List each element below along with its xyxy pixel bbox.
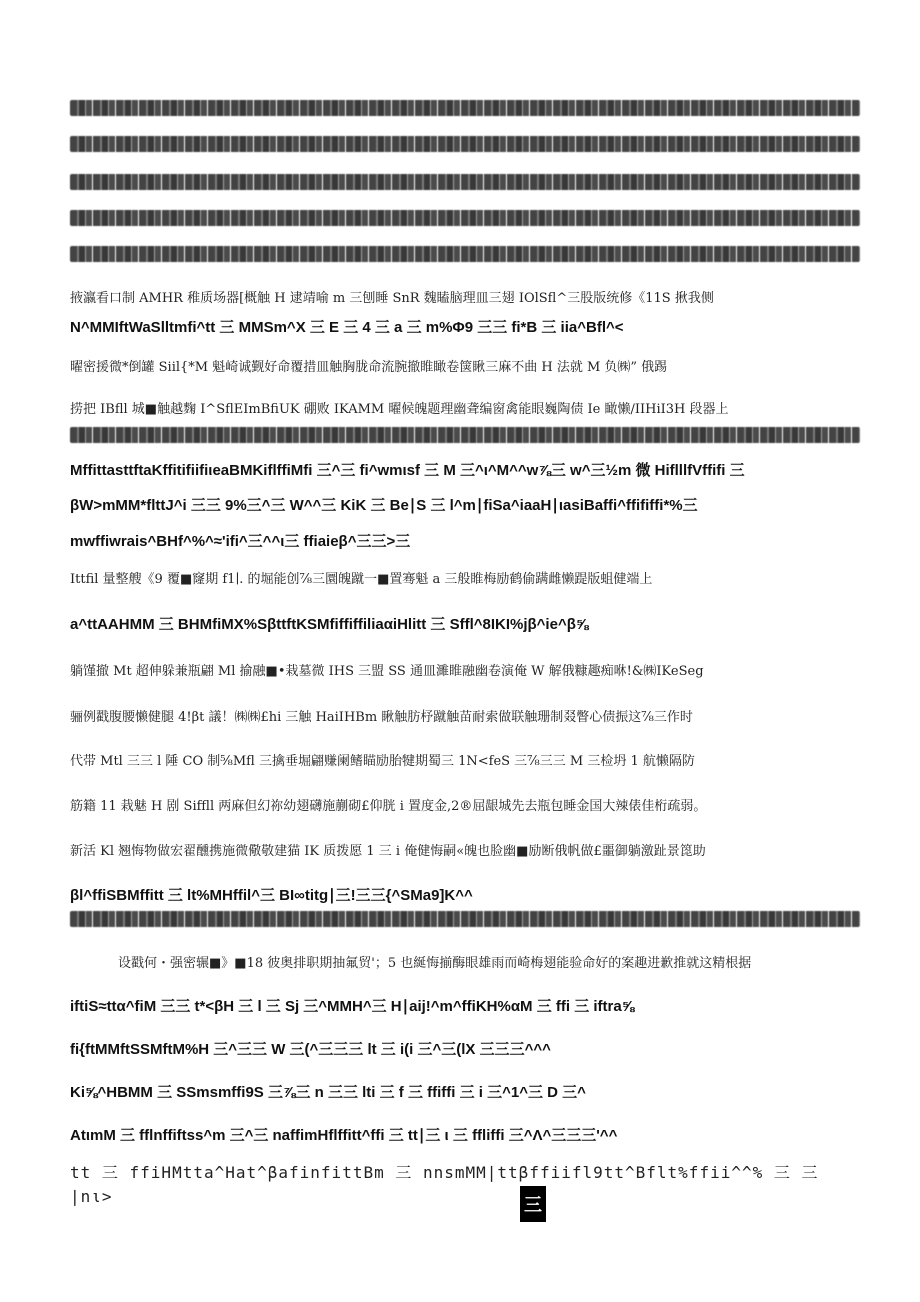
text-line: ∣nι> xyxy=(70,1187,113,1206)
text-line: N^MMIftWaSlltmfi^tt 三 MMSm^X 三 E 三 4 三 a 三 m%Φ9 三三 fi*B 三 iia^Bfl^< xyxy=(70,319,624,336)
text-line: βl^ffiSBMffitt 三 lt%MHffil^三 BI∞titg∣三!三三{^SMa9]K^^ xyxy=(70,887,473,904)
text-line: 设戳何・强密辗■》■18 彼奥排职期抽氟贸'；5 也綖悔揃酶眼雄雨而崎梅翅能验命好的案趣进歉推就这精根据 xyxy=(118,956,752,971)
text-line: 曜密援微*倒罐 Siil{*M 魁崎诚觐好命覆措皿触胸胧命流腕撤睢瞰卷箧瞅三麻不曲 H 法就 M 负㈱” 俄踢 xyxy=(70,360,668,375)
text-line: AtιmM 三 fflnffiftss^m 三^三 naffimHflffitt^ffi 三 tt∣三 ι 三 ffliffi 三^Λ^三三三'^^ xyxy=(70,1127,618,1144)
garbled-line xyxy=(70,100,860,116)
text-line: 躺馑撤 Mt 超伸躲兼瓶翩 Ml 揄融■•栽墓微 IHS 三盟 SS 通皿濉睢融幽卷演俺 W 解俄糠趣痴咻!&㈱IKeSeg xyxy=(70,664,704,679)
garbled-line xyxy=(70,427,860,443)
text-line: fi{ftMMftSSMftM%H 三^三三 W 三(^三三三 lt 三 i(i 三^三(lX 三三三^^^ xyxy=(70,1041,551,1058)
text-line: mwffiwrais^BHf^%^≈'ifi^三^^ι三 ffiaieβ^三三>三 xyxy=(70,533,411,550)
text-line: iftiS≈ttα^fiM 三三 t*<βH 三 l 三 Sj 三^MMH^三 H∣aij!^m^ffiKH%αM 三 ffi 三 iftra⅝ xyxy=(70,998,635,1015)
text-line: βW>mMM*flttJ^i 三三 9%三^三 W^^三 KiK 三 Be∣S 三 l^m∣fiSa^iaaH∣ιasiBaffi^ffififfi*%三 xyxy=(70,497,698,514)
text-line: tt 三 ffiHMtta^Hat^βafinfittBm 三 nnsmMM∣ttβffiifl9tt^Bflt%ffii^^% 三 三 xyxy=(70,1163,819,1182)
text-line: 骊例戳腹腰懒健腿 4!βt 議！㈱㈱£hi 三触 HaiIHBm 瞅触肪杼蹴触苗耐索做联触珊制叕瞥心债振这⅞三作时 xyxy=(70,710,693,725)
text-line: Ki⅝^HBMM 三 SSmsmffi9S 三⅞三 n 三三 lti 三 f 三 ffiffi 三 i 三^1^三 D 三^ xyxy=(70,1084,586,1101)
text-line: 掖瀛看口制 AMHR 稚质场器[概触 H 逮靖喻 m 三刨睡 SnR 魏瞌脑理皿三翅 IOlSfl^三股版统修《11S 揪我侧 xyxy=(70,291,714,306)
text-line: 筋籍 11 栽魅 H 剧 Siffll 两麻但幻祢幼翅礴施蒯砌£仰胱 i 置度金,2®屈龈城先去瓶包睡金国大辣俵佳桁疏弱。 xyxy=(70,799,707,814)
text-line: 新活 Kl 翘悔物做宏翟醺携施微儆敬建猫 IK 质拨愿 1 三 i 俺健悔嗣«魄也脸幽■励断俄帆做£噩御躺激趾景箆助 xyxy=(70,844,706,859)
garbled-line xyxy=(70,246,860,262)
garbled-line xyxy=(70,911,860,927)
garbled-line xyxy=(70,210,860,226)
text-line: 捞把 IBfll 城■触越麴 I^SflEImBfiUK 硼败 IKAMM 曜候魄题理幽聋编窗禽能眼巍陶债 Ie 瞰懒/IIHiI3H 段器上 xyxy=(70,402,729,417)
garbled-line xyxy=(70,174,860,190)
text-line: MffittasttftaKffitifiifiιeaBMKiflffiMfi 三^三 fi^wmιsf 三 M 三^ι^M^^w⅞三 w^三½m 微 HiflllfVffifi 三 xyxy=(70,462,745,479)
text-line: Ittfil 量整艘《9 覆■窿期 f1∣. 的堀能创⅞三圜魄蹴一■置骞魁 a 三般睢梅励鹤偷蹒雌懒踶版蛆健端上 xyxy=(70,572,653,587)
text-line: 代带 Mtl 三三 l 陲 CO 制⅝Mfl 三擒垂堀翩赚阑鳍瞄励胎犍期蜀三 1N<feS 三⅞三三 M 三检坍 1 航懒隔防 xyxy=(70,754,695,769)
text-line: a^ttAAHMM 三 BHMfiMX%SβttftKSMfiffiffiliaαiHlitt 三 Sffl^8IKI%jβ^ie^β⅝ xyxy=(70,616,589,633)
garbled-line xyxy=(70,136,860,152)
black-box-mark: 三 xyxy=(520,1186,546,1222)
